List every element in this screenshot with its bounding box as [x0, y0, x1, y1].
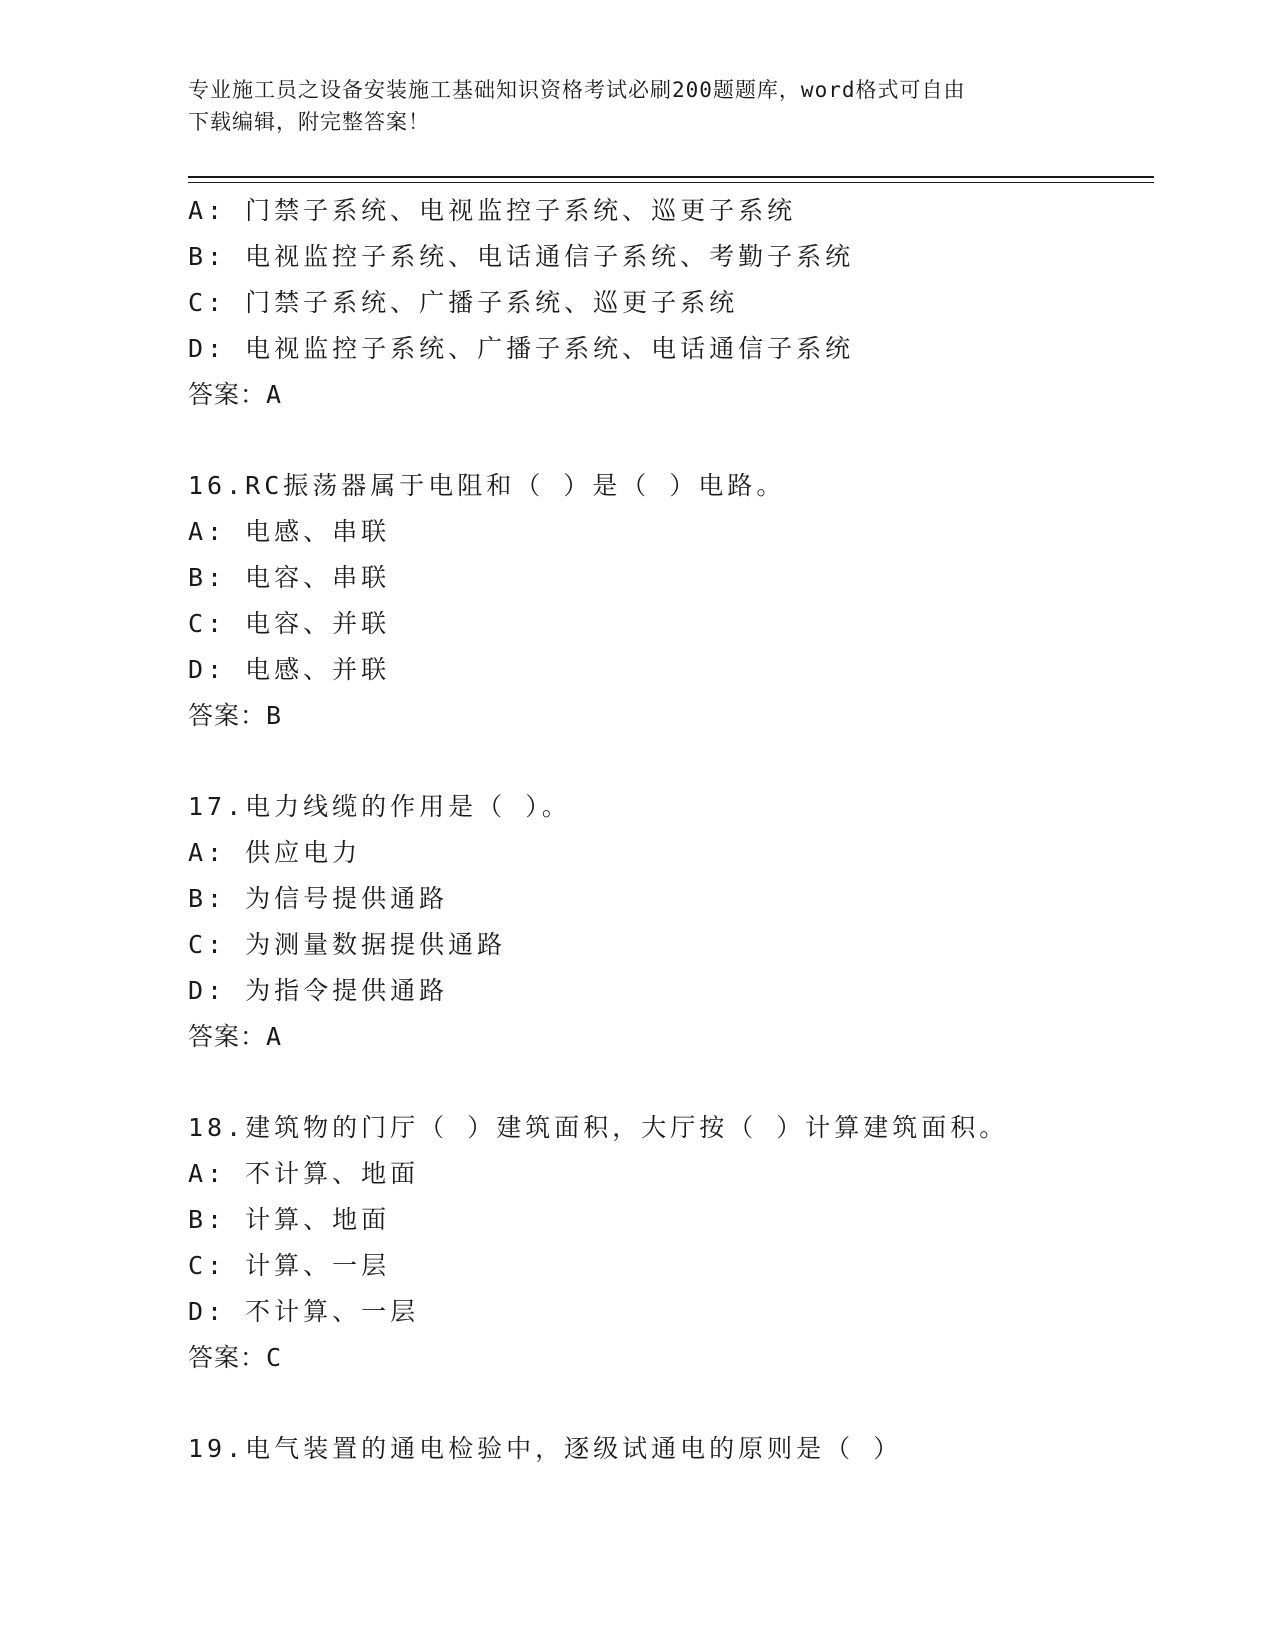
question-block-18: [188, 1105, 1154, 1381]
option-d: D: 电视监控子系统、广播子系统、电话通信子系统: [188, 334, 855, 363]
document-header: [188, 74, 1068, 138]
question-block-15: [188, 188, 1154, 418]
option-b: B: 为信号提供通路: [188, 884, 449, 913]
question-text: 18.建筑物的门厅（ ）建筑面积，大厅按（ ）计算建筑面积。: [188, 1113, 1009, 1142]
answer-line: 答案：C: [188, 1343, 283, 1372]
option-b: B: 电容、串联: [188, 563, 391, 592]
question-text: 16.RC振荡器属于电阻和（ ）是（ ）电路。: [188, 471, 786, 500]
question-block-17: [188, 784, 1154, 1060]
option-a: A: 门禁子系统、电视监控子系统、巡更子系统: [188, 196, 797, 225]
question-block-19: [188, 1426, 1154, 1472]
option-c: C: 门禁子系统、广播子系统、巡更子系统: [188, 288, 739, 317]
question-text: 17.电力线缆的作用是（ ）。: [188, 792, 571, 821]
header-title-line-2: 下载编辑，附完整答案！: [188, 110, 430, 134]
option-a: A: 供应电力: [188, 838, 362, 867]
answer-line: 答案：A: [188, 380, 283, 409]
option-c: C: 为测量数据提供通路: [188, 930, 507, 959]
option-b: B: 电视监控子系统、电话通信子系统、考勤子系统: [188, 242, 855, 271]
question-text: 19.电气装置的通电检验中，逐级试通电的原则是（ ）: [188, 1434, 903, 1463]
option-c: C: 电容、并联: [188, 609, 391, 638]
option-c: C: 计算、一层: [188, 1251, 391, 1280]
option-d: D: 电感、并联: [188, 655, 391, 684]
option-a: A: 不计算、地面: [188, 1159, 420, 1188]
option-d: D: 为指令提供通路: [188, 976, 449, 1005]
header-rule-thin: [188, 182, 1154, 183]
option-a: A: 电感、串联: [188, 517, 391, 546]
header-title-line-1: 专业施工员之设备安装施工基础知识资格考试必刷200题题库，word格式可自由: [188, 78, 966, 102]
option-d: D: 不计算、一层: [188, 1297, 420, 1326]
option-b: B: 计算、地面: [188, 1205, 391, 1234]
question-list: [188, 188, 1154, 1472]
header-rule-thick: [188, 176, 1154, 178]
answer-line: 答案：B: [188, 701, 283, 730]
answer-line: 答案：A: [188, 1022, 283, 1051]
question-block-16: [188, 463, 1154, 739]
